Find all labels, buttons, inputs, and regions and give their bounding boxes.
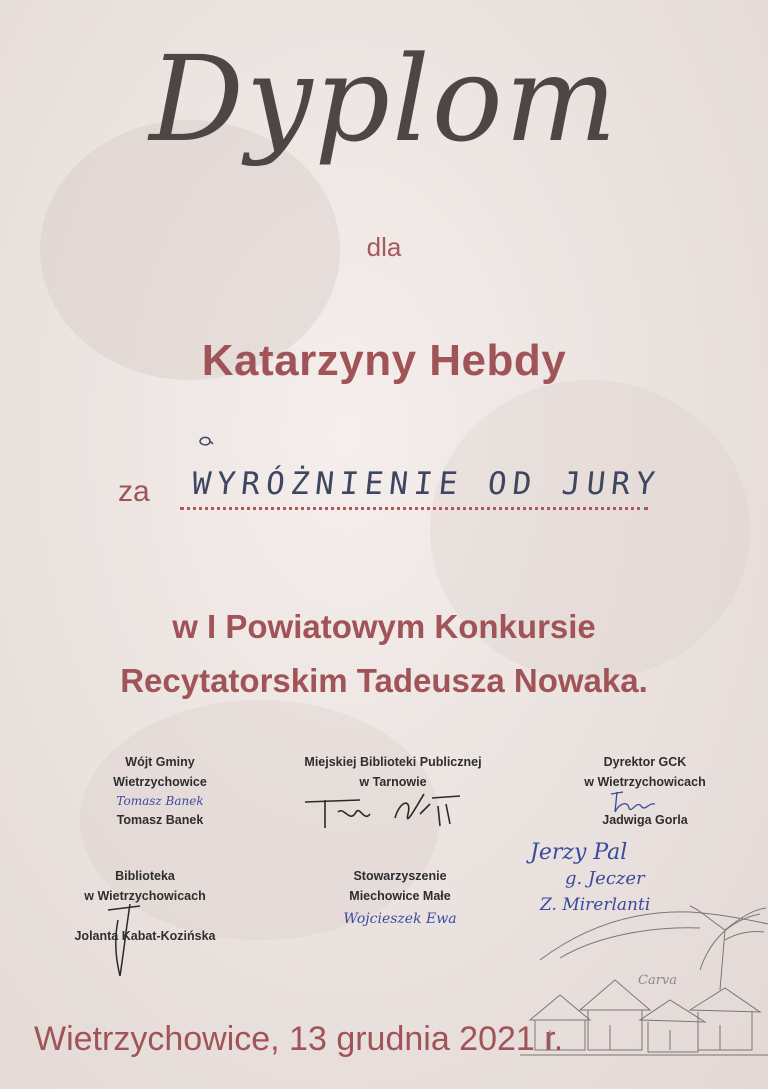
jury-signature: g. Jeczer (565, 868, 645, 889)
signatory-title: Miechowice Małe (349, 889, 451, 903)
contest-line-1: w I Powiatowym Konkursie (172, 608, 596, 645)
signatory-title: Wójt Gminy (125, 755, 195, 769)
signatory-title: w Wietrzychowicach (584, 775, 706, 789)
signatory-mbp (278, 752, 508, 792)
signatory-title: Biblioteka (115, 869, 175, 883)
signatory-name: Tomasz Banek (116, 813, 204, 827)
diploma-title: Dyplom (149, 30, 619, 168)
signatory-name: Jolanta Kabat-Kozińska (74, 929, 216, 943)
award-text: WYRÓŻNIENIE OD JURY (190, 466, 663, 502)
jury-signature: Z. Mirerlanti (540, 895, 651, 915)
signatory-title: Miejskiej Biblioteki Publicznej (304, 755, 482, 769)
signatory-stowarzyszenie (300, 866, 500, 932)
signature-scribble (100, 890, 160, 980)
signatory-title: Wietrzychowice (113, 775, 207, 789)
contest-line-2: Recytatorskim Tadeusza Nowaka. (120, 662, 648, 699)
recipient-name: Katarzyny Hebdy (201, 336, 567, 385)
signatory-title: Dyrektor GCK (603, 755, 687, 769)
signatory-wojt (60, 752, 260, 830)
award-ornament-icon (196, 432, 216, 452)
handwritten-signature: Wojcieszek Ewa (343, 911, 457, 927)
contest-description (0, 600, 768, 708)
signature-scribble (300, 790, 470, 840)
signatory-title: w Wietrzychowicach (84, 889, 206, 903)
place-and-date: Wietrzychowice, 13 grudnia 2021 r. (34, 1020, 564, 1058)
jury-signature: Jerzy Pal (530, 840, 628, 865)
signatory-title: w Tarnowie (359, 775, 427, 789)
handwritten-signature: Tomasz Banek (116, 794, 204, 808)
for-label: dla (366, 232, 402, 262)
award-dotted-line (180, 507, 648, 510)
award-prefix: za (118, 475, 150, 508)
signatory-name: Jadwiga Gorla (602, 813, 688, 827)
signatory-title: Stowarzyszenie (353, 869, 447, 883)
illustration-caption: Carva (638, 973, 678, 988)
signature-scribble (605, 790, 665, 820)
